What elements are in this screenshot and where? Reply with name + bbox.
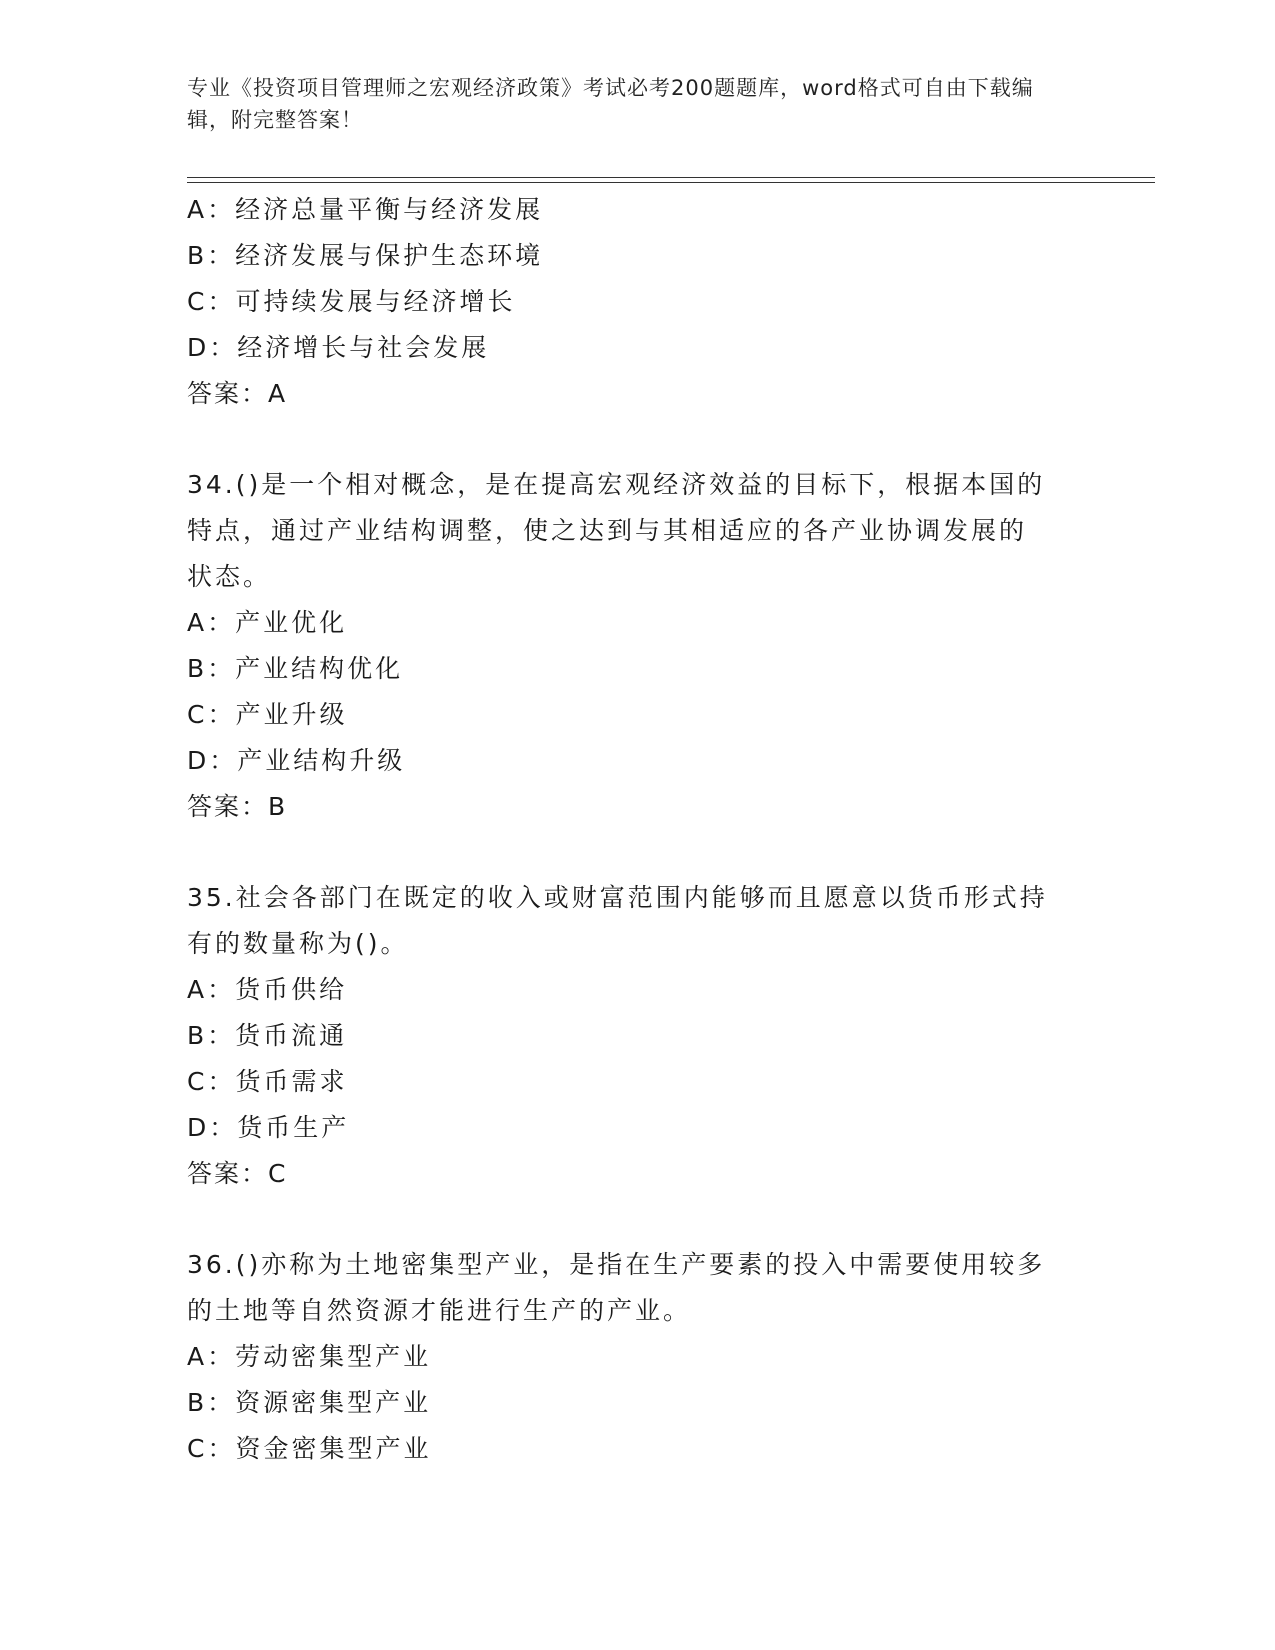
option-b: B：经济发展与保护生态环境	[187, 241, 544, 270]
answer: 答案：B	[187, 792, 288, 821]
question-36	[187, 1242, 1087, 1472]
spacer	[187, 830, 1087, 875]
question-34	[187, 462, 1087, 830]
question-content	[187, 187, 1087, 1472]
option-c: C：可持续发展与经济增长	[187, 287, 516, 316]
option-b: B：产业结构优化	[187, 654, 404, 683]
header-divider-bottom	[187, 182, 1155, 183]
option-d: D：货币生产	[187, 1113, 350, 1142]
spacer	[187, 417, 1087, 462]
option-a: A：产业优化	[187, 608, 348, 637]
question-stem-line: 36.()亦称为土地密集型产业，是指在生产要素的投入中需要使用较多	[187, 1250, 1046, 1279]
question-stem-line: 35.社会各部门在既定的收入或财富范围内能够而且愿意以货币形式持	[187, 883, 1048, 912]
answer: 答案：A	[187, 379, 288, 408]
option-b: B：货币流通	[187, 1021, 348, 1050]
option-c: C：货币需求	[187, 1067, 348, 1096]
question-stem-line: 状态。	[187, 562, 272, 591]
spacer	[187, 1197, 1087, 1242]
question-35	[187, 875, 1087, 1197]
question-stem-line: 有的数量称为()。	[187, 929, 409, 958]
option-b: B：资源密集型产业	[187, 1388, 432, 1417]
answer: 答案：C	[187, 1159, 288, 1188]
option-c: C：产业升级	[187, 700, 348, 729]
question-stem-line: 34.()是一个相对概念，是在提高宏观经济效益的目标下，根据本国的	[187, 470, 1046, 499]
option-a: A：货币供给	[187, 975, 348, 1004]
option-c: C：资金密集型产业	[187, 1434, 432, 1463]
header-divider-top	[187, 177, 1155, 178]
option-a: A：经济总量平衡与经济发展	[187, 195, 544, 224]
option-d: D：产业结构升级	[187, 746, 406, 775]
question-33-continued	[187, 187, 1087, 417]
question-stem-line: 的土地等自然资源才能进行生产的产业。	[187, 1296, 692, 1325]
document-header: 专业《投资项目管理师之宏观经济政策》考试必考200题题库，word格式可自由下载编辑，附完整答案！	[187, 76, 1034, 132]
question-stem-line: 特点，通过产业结构调整，使之达到与其相适应的各产业协调发展的	[187, 516, 1028, 545]
option-d: D：经济增长与社会发展	[187, 333, 490, 362]
option-a: A：劳动密集型产业	[187, 1342, 432, 1371]
